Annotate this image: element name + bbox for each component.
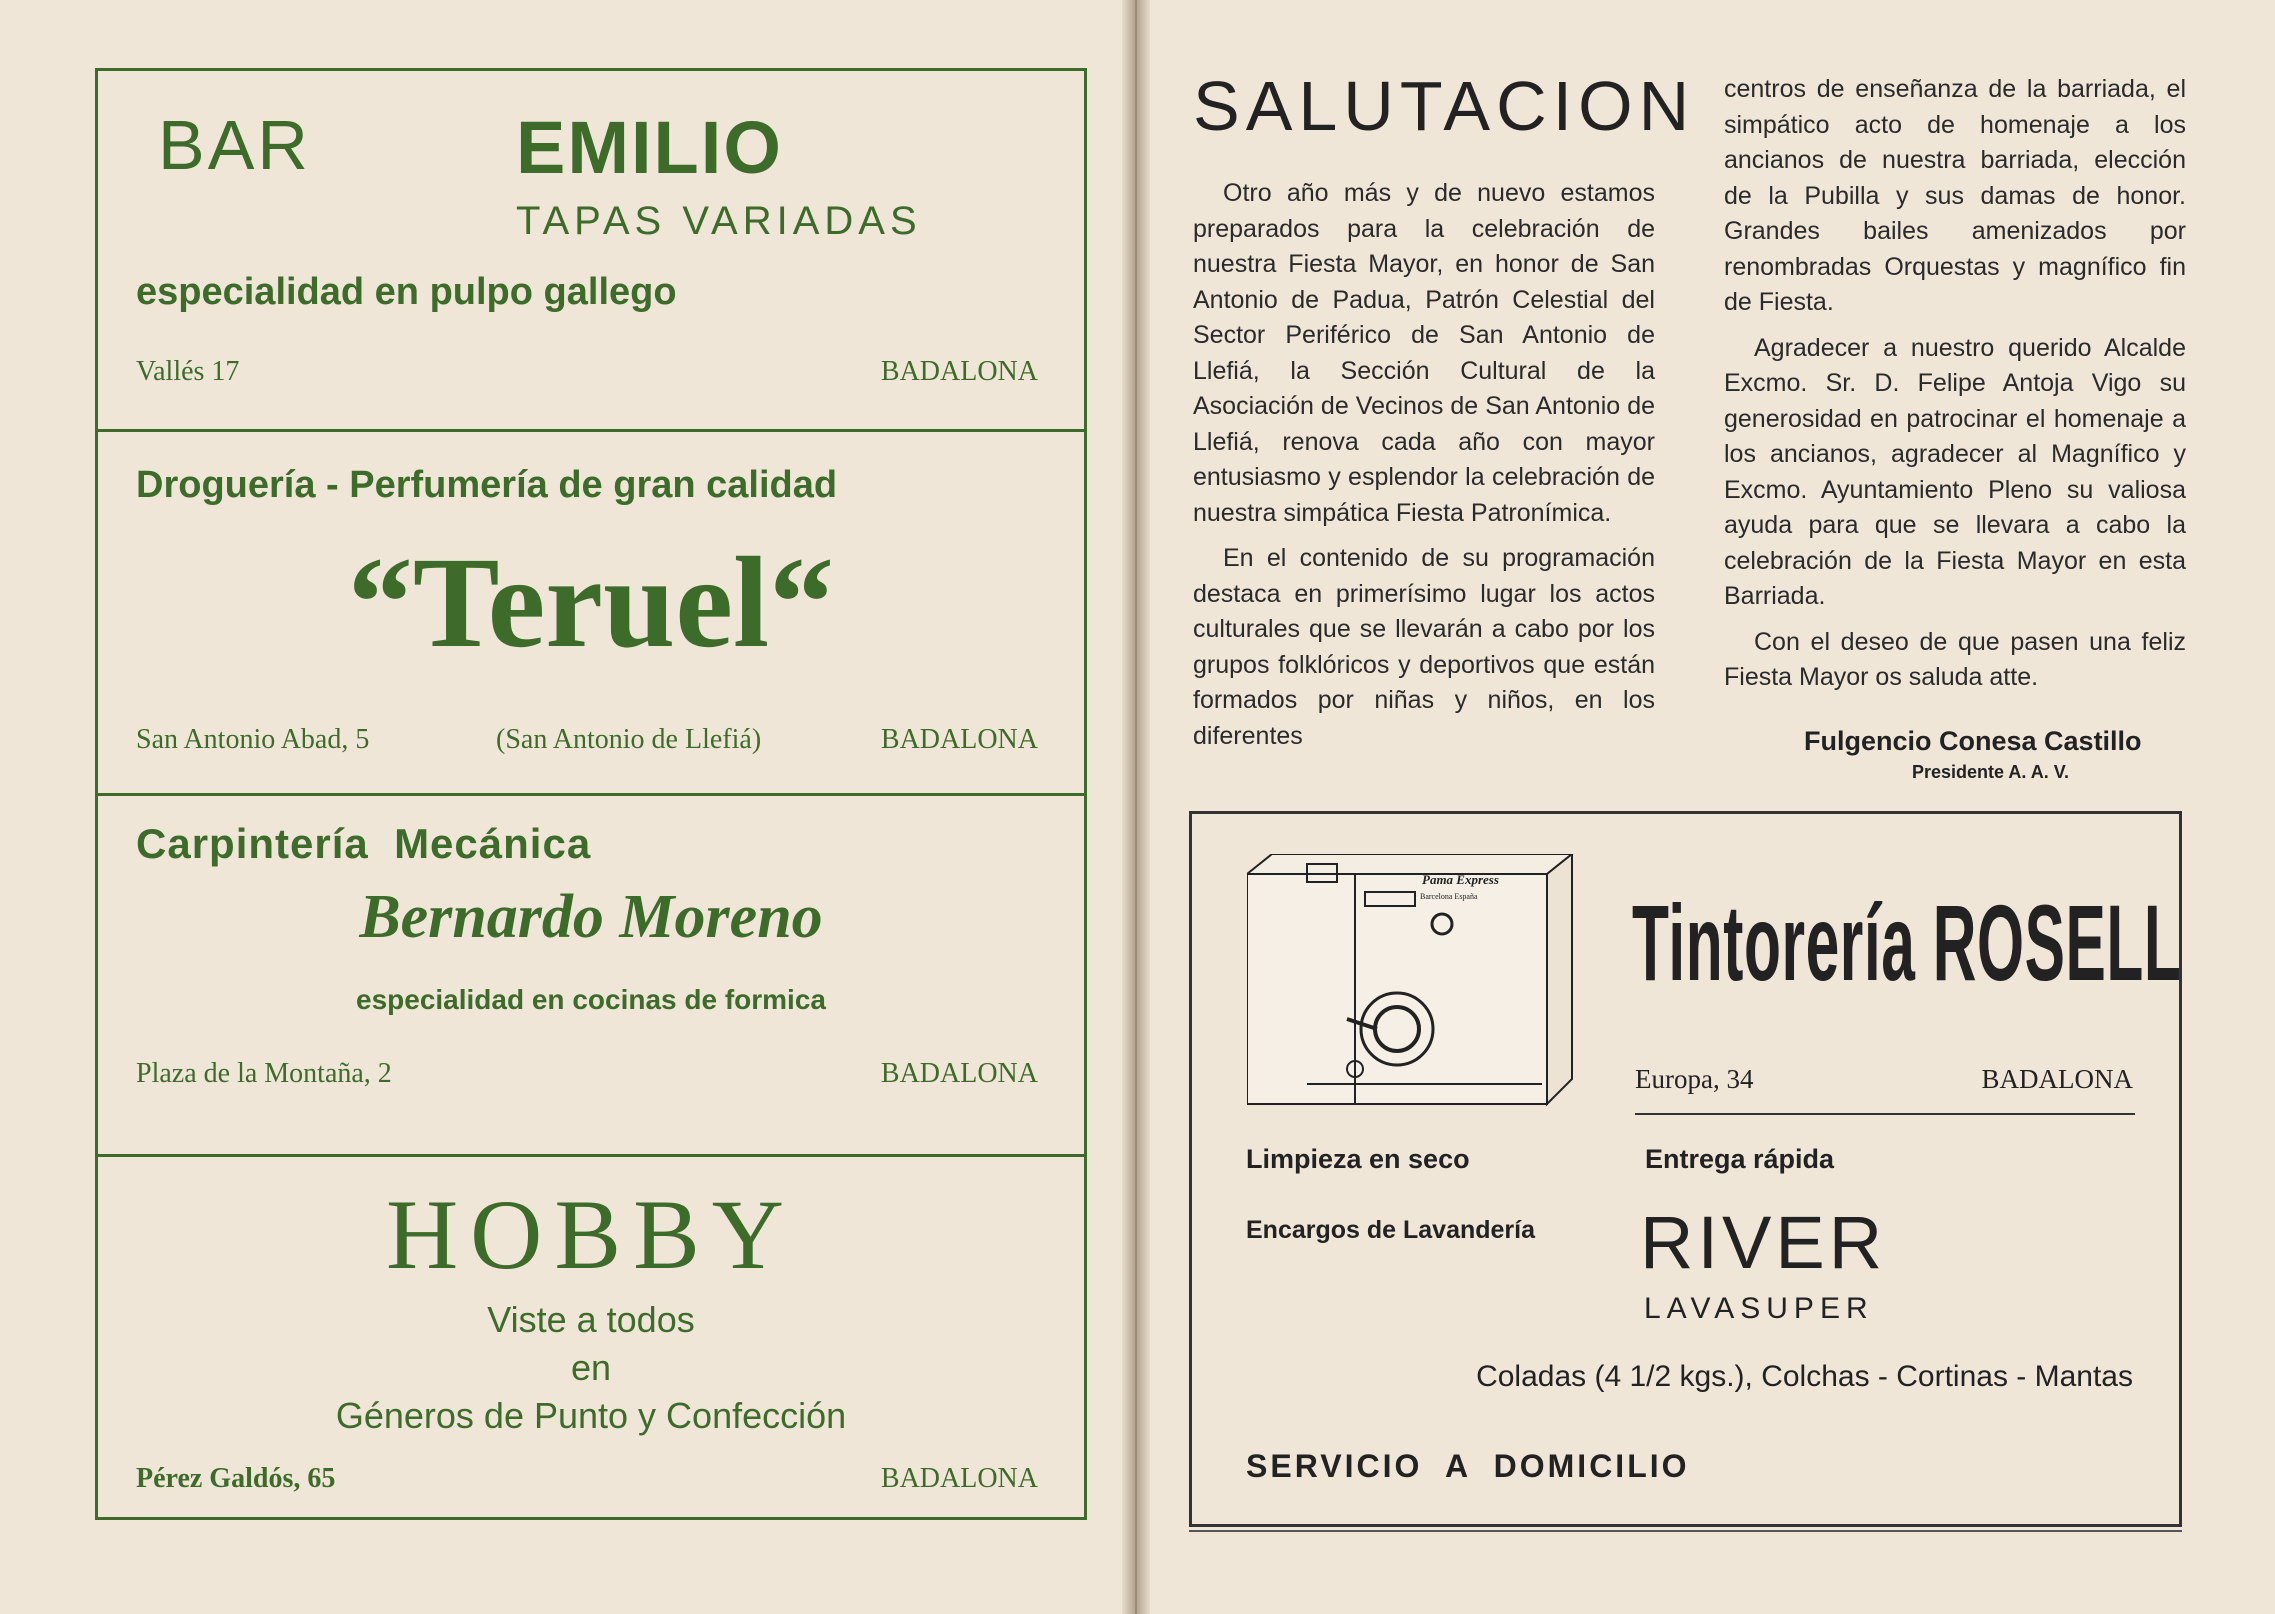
machine-brand: Pama Express [1422, 872, 1499, 887]
bar-name: EMILIO [516, 106, 783, 189]
frame-underline [1189, 1530, 2182, 1532]
address-text: Plaza de la Montaña, 2 [136, 1058, 392, 1089]
specialty-text: especialidad en cocinas de formica [356, 984, 826, 1015]
address-text: Vallés 17 [136, 356, 240, 387]
city-text: BADALONA [880, 1058, 1038, 1089]
tintoreria-name: Tintorería ROSELL [1632, 882, 2182, 1003]
article-paragraph: centros de enseñanza de la barriada, el simpático acto de homenaje a los ancianos de nuestra barriada, elección de la Pubilla y sus damas de honor. Grandes bailes amenizados por renombradas Orquestas y magnífico fin de Fiesta. [1724, 75, 2186, 316]
ads-frame-left [95, 68, 1087, 1520]
ad-hobby [98, 1157, 1084, 1517]
signature-name: Fulgencio Conesa Castillo [1804, 726, 2142, 756]
city-text: BADALONA [880, 356, 1038, 387]
address-text: San Antonio Abad, 5 [136, 724, 370, 755]
lavasuper-logo: LAVASUPER [1644, 1292, 1874, 1325]
ad-bar-emilio [98, 71, 1084, 431]
bar-label: BAR [158, 106, 311, 184]
address-text: Europa, 34 [1635, 1064, 1754, 1094]
service-entrega: Entrega rápida [1645, 1144, 1835, 1174]
article-paragraph: Con el deseo de que pasen una feliz Fiesta Mayor os saluda atte. [1724, 627, 2186, 691]
left-page [0, 0, 1137, 1614]
divider [1635, 1113, 2135, 1115]
coladas-text: Coladas (4 1/2 kgs.), Colchas - Cortinas - Mantas [1476, 1360, 2133, 1393]
city-text: BADALONA [1981, 1064, 2133, 1094]
article-paragraph: Agradecer a nuestro querido Alcalde Excmo. Sr. D. Felipe Antoja Vigo su generosidad en patrocinar el homenaje a los ancianos, agradecer al Magnífico y Excmo. Ayuntamiento Pleno su valiosa ayuda para que se llevara a cabo la celebración de la Fiesta Mayor en esta Barriada. [1724, 333, 2186, 610]
servicio-domicilio: SERVICIO A DOMICILIO [1246, 1448, 1690, 1484]
river-logo: RIVER [1640, 1201, 1887, 1284]
teruel-headline: Droguería - Perfumería de gran calidad [136, 464, 838, 506]
service-lavanderia: Encargos de Lavandería [1246, 1216, 1536, 1244]
hobby-line2: en [570, 1347, 612, 1388]
address-text: Pérez Galdós, 65 [136, 1463, 336, 1494]
article-title: SALUTACION [1193, 67, 1696, 145]
ad-teruel [98, 432, 1084, 794]
article-paragraph: Otro año más y de nuevo estamos preparados para la celebración de nuestra Fiesta Mayor, en honor de San Antonio de Padua, Patrón Celestial del Sector Periférico de San Antonio de Llefiá, la Sección Cultural de la Asociación de Vecinos de San Antonio de Llefiá, renova cada año con mayor entusiasmo y esplendor la celebración de nuestra simpática Fiesta Patronímica. [1193, 179, 1655, 527]
service-limpieza: Limpieza en seco [1246, 1144, 1470, 1174]
hobby-line1: Viste a todos [487, 1299, 695, 1340]
ad-tintoreria-rosell [1189, 811, 2182, 1527]
tapas-text: TAPAS VARIADAS [516, 199, 922, 243]
signature-title: Presidente A. A. V. [1912, 762, 2070, 782]
teruel-name: “Teruel“ [347, 531, 835, 675]
carpinteria-name: Bernardo Moreno [359, 883, 823, 951]
article-column-1 [1193, 176, 1655, 764]
article-paragraph: En el contenido de su programación destaca en primerísimo lugar los actos culturales que se llevarán a cabo por los grupos folklóricos y deportivos que están formados por niñas y niños, en los diferentes [1193, 544, 1655, 750]
washing-machine-icon [1247, 854, 1577, 1114]
city-text: BADALONA [880, 724, 1038, 755]
hobby-name: HOBBY [385, 1179, 797, 1290]
city-text: BADALONA [880, 1463, 1038, 1494]
hobby-line3: Géneros de Punto y Confección [335, 1395, 847, 1436]
ad-carpinteria [98, 796, 1084, 1154]
specialty-text: especialidad en pulpo gallego [136, 271, 677, 313]
article-column-2 [1724, 72, 2186, 706]
book-gutter [1122, 0, 1150, 1614]
machine-sub: Barcelona España [1420, 892, 1478, 901]
district-text: (San Antonio de Llefiá) [496, 724, 762, 755]
carpinteria-headline: Carpintería Mecánica [136, 820, 592, 867]
